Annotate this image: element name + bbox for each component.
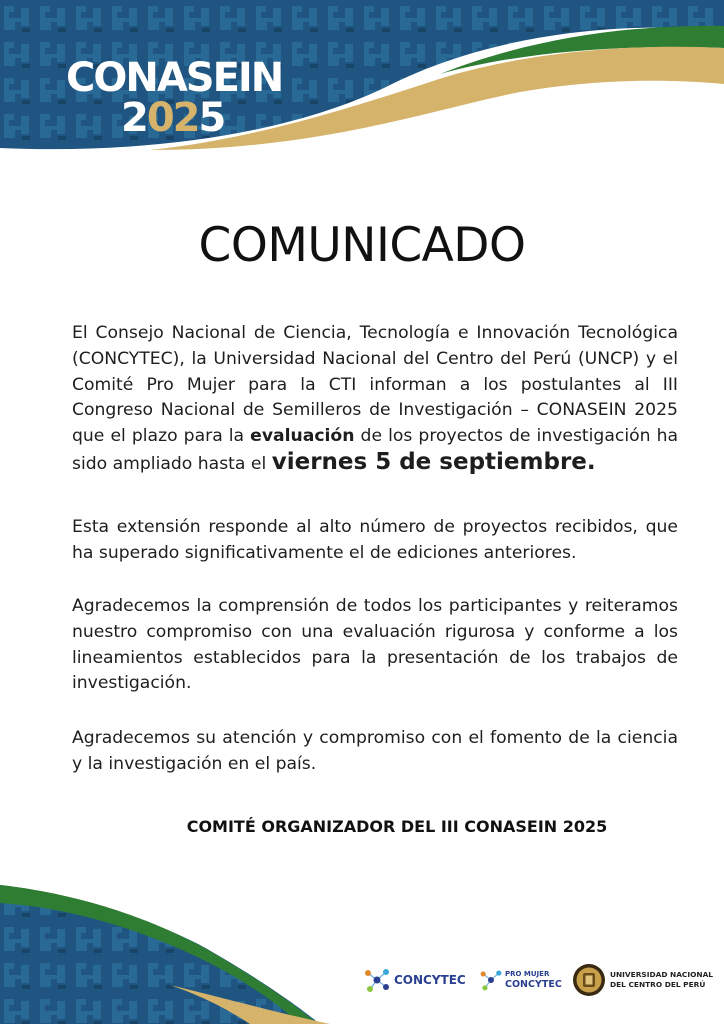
deadline-date: viernes 5 de septiembre. <box>271 448 596 475</box>
concytec-logo <box>362 960 466 1000</box>
uncp-logo-line1: UNIVERSIDAD NACIONAL <box>610 970 714 979</box>
paragraph-announcement-bold: evaluación <box>250 426 355 447</box>
paragraph-announcement-part2: de los proyectos de investigación ha sido ampliado hasta el <box>72 426 678 474</box>
uncp-seal-icon <box>572 963 606 997</box>
paragraph-closing <box>72 726 678 778</box>
uncp-logo-line2: DEL CENTRO DEL PERÚ <box>610 980 706 989</box>
promujer-network-icon <box>478 967 504 993</box>
footer-banner <box>0 885 724 1024</box>
uncp-logo <box>572 960 713 1000</box>
paragraph-gratitude <box>72 594 678 697</box>
brand-year <box>121 95 225 141</box>
paragraph-extension-reason-text: Esta extensión responde al alto número de proyectos recibidos, que ha superado significativamente el de ediciones anteriores. <box>72 517 678 563</box>
signature: COMITÉ ORGANIZADOR DEL III CONASEIN 2025 <box>186 817 608 836</box>
page-title: COMUNICADO <box>198 218 526 273</box>
concytec-network-icon <box>362 965 392 995</box>
paragraph-announcement-part1: El Consejo Nacional de Ciencia, Tecnología e Innovación Tecnológica (CONCYTEC), la Universidad Nacional del Centro del Perú (UNCP) y el Comité Pro Mujer para la CTI informan a los postulantes al III Congreso Nacional de Semilleros de Investigación – CONASEIN 2025 que el plazo para la <box>72 323 678 447</box>
promujer-logo-title: PRO MUJER <box>505 970 550 978</box>
brand-title: CONASEIN <box>66 55 283 101</box>
paragraph-gratitude-text: Agradecemos la comprensión de todos los participantes y reiteramos nuestro compromiso con una evaluación rigurosa y conforme a los lineamientos establecidos para la presentación de los trabajos de investigación. <box>72 596 678 694</box>
concytec-logo-text: CONCYTEC <box>394 973 466 987</box>
promujer-logo <box>478 960 562 1000</box>
paragraph-closing-text: Agradecemos su atención y compromiso con el fomento de la ciencia y la investigación en el país. <box>72 728 678 774</box>
paragraph-announcement <box>72 321 678 478</box>
brand-year-accent: 02 <box>146 95 199 141</box>
brand-year-prefix: 2 <box>121 95 147 141</box>
brand-year-suffix: 5 <box>198 95 225 141</box>
paragraph-extension-reason <box>72 515 678 567</box>
promujer-logo-subtitle: CONCYTEC <box>505 979 562 990</box>
